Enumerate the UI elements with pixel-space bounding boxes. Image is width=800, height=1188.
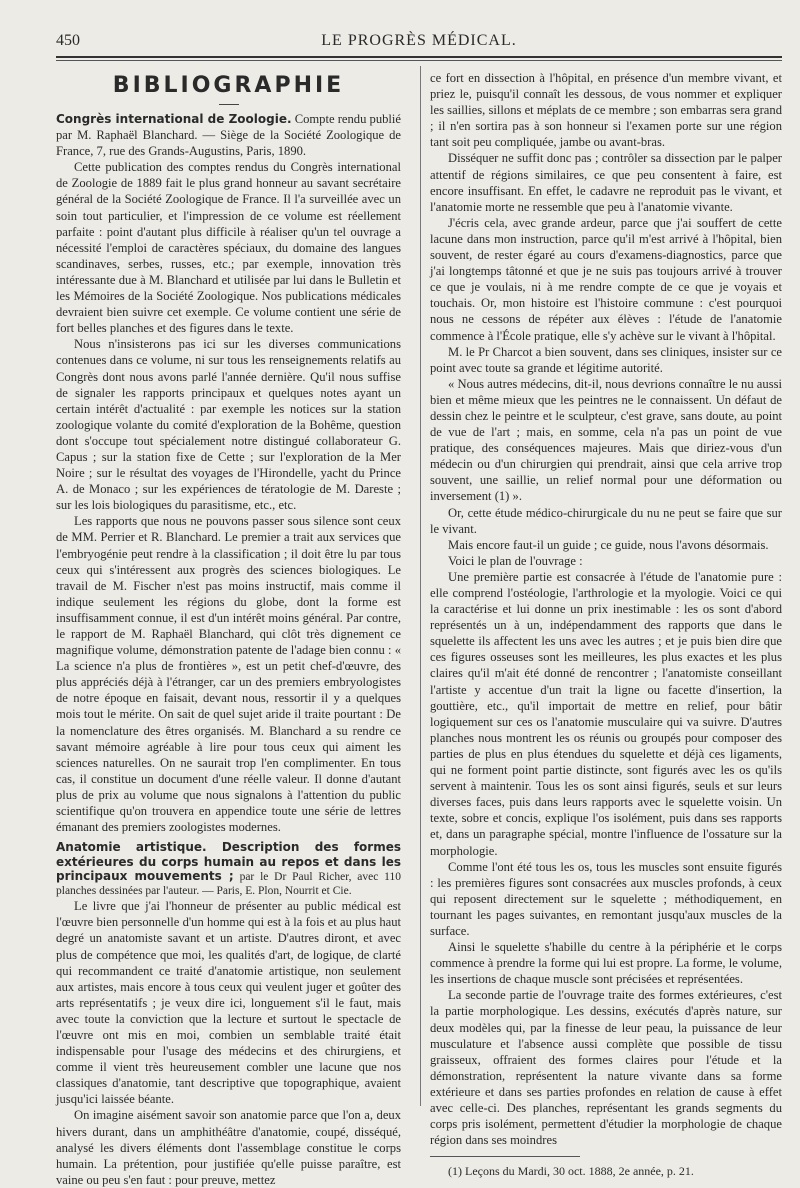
header-rule: [56, 56, 782, 58]
page-header: [56, 30, 782, 54]
left-column: [56, 70, 401, 1188]
entry1-heading: Congrès international de Zoologie.: [56, 112, 292, 126]
footnote-rule: [430, 1156, 580, 1157]
entry2-citation: par le Dr Paul Richer, avec 110 planches dessinées par l'auteur. — Paris, E. Plon, Nourrit et Cie.: [56, 871, 401, 897]
right-column: [430, 70, 782, 1179]
entry1-reference: [56, 111, 401, 159]
title-rule: [219, 104, 239, 105]
left-paragraph-3: Les rapports que nous ne pouvons passer sous silence sont ceux de MM. Perrier et R. Blanchard. Le premier a trait aux services que l'embryogénie peut rendre à la classification ; il doit être lu par tous ceux qui s'intéressent aux progrès des sciences biologiques. Le travail de M. Fischer n'est pas moins instructif, mais comme il indique seulement les régions du globe, dont la forme est insuffisamment connue, il est d'un intérêt moins général. Par contre, le rapport de M. Raphaël Blanchard, qui clôt très dignement ce magnifique volume, démonstration patente de l'adage bien connu : « La science n'a plus de frontières », est un petit chef-d'œuvre, des plus appréciés déjà à l'étranger, car un des premiers embryologistes de notre époque en faisait, devant nous, ressortir il y a quelques mois tout le mérite. On sait de quel sujet aride il traite pourtant : De la nomenclature des êtres organisés. M. Blanchard a su rendre ce savant mémoire agréable à lire pour tous ceux qui aiment les sciences naturelles. On ne saurait trop l'en complimenter. En tous cas, il constitue un document d'une réelle valeur. Il donne d'autant plus de prix au volume que nous signalons à l'attention du public scientifique qu'on trouvera en appendice toute une série de lettres émanant des premiers zoologistes modernes.: [56, 514, 401, 835]
right-paragraph-10: Comme l'ont été tous les os, tous les muscles sont ensuite figurés : les premières figures sont consacrées aux muscles profonds, à ceux qui reposent directement sur le squelette ; méthodiquement, en tournant les pages suivantes, en remontant jusqu'aux muscles de la surface.: [430, 859, 782, 938]
entry2-reference: [56, 841, 401, 898]
running-title: LE PROGRÈS MÉDICAL.: [321, 32, 517, 49]
entry1-citation: Compte rendu publié par M. Raphaël Blanchard. — Siège de la Société Zoologique de France, 7, rue des Grands-Augustins, Paris, 1890.: [56, 112, 402, 159]
left-paragraph-1: Cette publication des comptes rendus du Congrès international de Zoologie de 1889 fait le plus grand honneur au savant secrétaire général de la Société Zoologique de France. Il l'a surveillée avec un soin tout particulier, et l'impression de ce volume est réellement parfaite : point d'autant plus difficile à réaliser qu'un tel ouvrage a nécessité l'emploi de caractères spéciaux, du domaine des langues scandinaves, serbes, russes, etc.; par exemple, innovation très intéressante due à M. Blanchard et utilisée par lui dans le Bulletin et les Mémoires de la Société Zoologique. Nos publications médicales devraient bien suivre cet exemple. Ce volume contient une série de fort belles planches et des figures dans le texte.: [56, 160, 401, 336]
right-paragraph-2: Disséquer ne suffit donc pas ; contrôler sa dissection par le palper attentif de régions similaires, ce que peu consentent à faire, est encore insuffisant. En effet, le cadavre ne reproduit pas le vivant, et l'anatomie morte ne ressemble que peu à l'anatomie vivante.: [430, 151, 782, 214]
right-paragraph-12: La seconde partie de l'ouvrage traite des formes extérieures, c'est la partie morphologique. Les dessins, exécutés d'après nature, sur deux modèles qui, par la finesse de leur peau, la puissance de leur musculature et l'absence aussi complète que possible de tissu graisseux, offraient des formes claires pour l'étude et la démonstration, représentent la nature vivante dans sa forme extérieure et dans ses parties profondes en relation de cause à effet avec celle-ci. Des planches, représentant les grands segments du corps pris isolément, permettent d'étudier la morphologie de chaque région dans ses moindres: [430, 988, 782, 1148]
right-paragraph-7: Mais encore faut-il un guide ; ce guide, nous l'avons désormais.: [448, 537, 769, 552]
left-paragraph-5: On imagine aisément savoir son anatomie parce que l'on a, deux hivers durant, dans un amphithéâtre d'anatomie, coupé, disséqué, analysé les divers éléments dont l'assemblage constitue le corps humain. La prétention, pour justifiée qu'elle puisse paraître, est vaine ou peu s'en faut : pour preuve, mettez: [56, 1108, 401, 1187]
right-paragraph-4: M. le Pr Charcot a bien souvent, dans ses cliniques, insister sur ce point avec toute sa grande et légitime autorité.: [430, 344, 782, 375]
left-paragraph-2: Nous n'insisterons pas ici sur les diverses communications contenues dans ce volume, ni sur tous les renseignements relatifs au Congrès dont nous avons parlé l'année dernière. Qu'il nous suffise de signaler les rapports principaux et quelques notes ayant un certain intérêt d'actualité : par exemple les notices sur la station zoologique volante du comité d'exploration de la Bohême, question dont s'occupe tout spécialement notre distingué collaborateur G. Capus ; sur la station fixe de Cette ; sur l'exploration de la Mer Noire ; sur le résultat des voyages de l'Hirondelle, yacht du Prince A. de Monaco ; sur les expériences de tératologie de M. Dareste ; sur les lois biologiques du parasitisme, etc., etc.: [56, 337, 401, 513]
footnote: (1) Leçons du Mardi, 30 oct. 1888, 2e année, p. 21.: [448, 1164, 694, 1179]
column-divider: [420, 66, 421, 1106]
section-title: BIBLIOGRAPHIE: [112, 73, 345, 98]
right-paragraph-5: « Nous autres médecins, dit-il, nous devrions connaître le nu aussi bien et même mieux que les peintres ne le connaissent. Un défaut de dessin chez le peintre et le sculpteur, c'est grave, sans doute, au point de vue de l'art ; mais, en somme, cela n'a pas un point de vue pratique, des conséquences majeures. Mais que diriez-vous d'un médecin ou d'un chirurgien qui prendrait, ainsi que cela arrive trop souvent, une saillie, un relief normal pour une déformation ou inversement (1) ».: [430, 376, 782, 504]
page-number: 450: [56, 32, 80, 49]
left-paragraph-4: Le livre que j'ai l'honneur de présenter au public médical est l'œuvre bien personnelle d'un homme qui est à la fois et au plus haut degré un anatomiste savant et un artiste. D'autres diront, et avec plus de compétence que moi, les qualités d'art, de logique, de clarté qui recommandent ce traité d'anatomie artistique, non seulement aux artistes, mais encore à tous ceux qui veulent juger et goûter des arts représentatifs ; je veux dire ici, longuement s'il le faut, mais avec toute la conviction que la lecture et surtout le spectacle de l'œuvre ont mis en moi, combien un semblable traité était indispensable pour l'usage des médecins et des chirurgiens, et comme il vient très heureusement combler une lacune que nos classiques d'anatomie, tant descriptive que topographique, avaient jusqu'ici laissée béante.: [56, 899, 401, 1107]
right-paragraph-9: Une première partie est consacrée à l'étude de l'anatomie pure : elle comprend l'ostéologie, l'arthrologie et la myologie. Voici ce qui la caractérise et lui donne un prix inestimable : les os sont d'abord représentés un à un, indépendamment des rapports que dans le squelette ils affectent les uns avec les autres ; et je puis bien dire que ces figures osseuses sont les meilleures, les plus exactes et les plus claires qu'il m'ait été donné de rencontrer ; l'anatomiste conseillant l'artiste y accentue d'un trait la ligne ou facette d'insertion, la gouttière, etc., qu'il importait de mettre en relief, pour bâtir logiquement sur ces os l'anatomie musculaire qui va suivre. D'autres planches nous montrent les os réunis ou groupés pour composer des parties de plus en plus étendues du squelette et déjà ces ligaments, qui ne forment point partie distincte, sont figurés avec les os qu'ils servent à maintenir. Tous les os sont ainsi figurés, seuls et sur leurs diverses faces, puis dans leurs rapports avec le squelette voisin. Un texte, sobre et concis, explique l'os isolément, puis dans ses rapports et, dans un paragraphe spécial, montre l'influence de l'ossature sur la morphologie.: [430, 569, 782, 858]
right-paragraph-6: Or, cette étude médico-chirurgicale du nu ne peut se faire que sur le vivant.: [430, 505, 782, 536]
right-paragraph-1: ce fort en dissection à l'hôpital, en présence d'un membre vivant, et priez le, puisqu'il connaît les dessous, de vous nommer et expliquer les saillies, sillons et méplats de ce membre ; son embarras sera grand ; il n'en sortira pas à son honneur si l'examen porte sur une région tant soit peu compliquée, jambe ou avant-bras.: [430, 71, 782, 150]
right-paragraph-11: Ainsi le squelette s'habille du centre à la périphérie et le corps commence à prendre la forme qui lui est propre. La forme, le volume, les insertions de chaque muscle sont précisées et représentées.: [430, 940, 782, 987]
header-rule-thin: [56, 60, 782, 61]
right-paragraph-3: J'écris cela, avec grande ardeur, parce que j'ai souffert de cette lacune dans mon instruction, parce qu'il m'est arrivé à l'hôpital, bien souvent, de rester égaré au cours d'examens-diagnostics, parce que j'ai longtemps tâtonné et que je ne suis pas toujours arrivé à trouver ce que je voulais, ni à me rendre compte de ce que je voyais et touchais. Or, mon histoire est l'histoire commune : c'est pourquoi nous ne cessons de répéter aux élèves : l'étude de l'anatomie commence à l'École pratique, elle s'y achève sur le vivant à l'hôpital.: [430, 215, 782, 343]
right-paragraph-8: Voici le plan de l'ouvrage :: [448, 553, 583, 568]
entry2-heading: Anatomie artistique. Description des formes extérieures du corps humain au repos et dans les principaux mouvements ;: [56, 840, 401, 884]
